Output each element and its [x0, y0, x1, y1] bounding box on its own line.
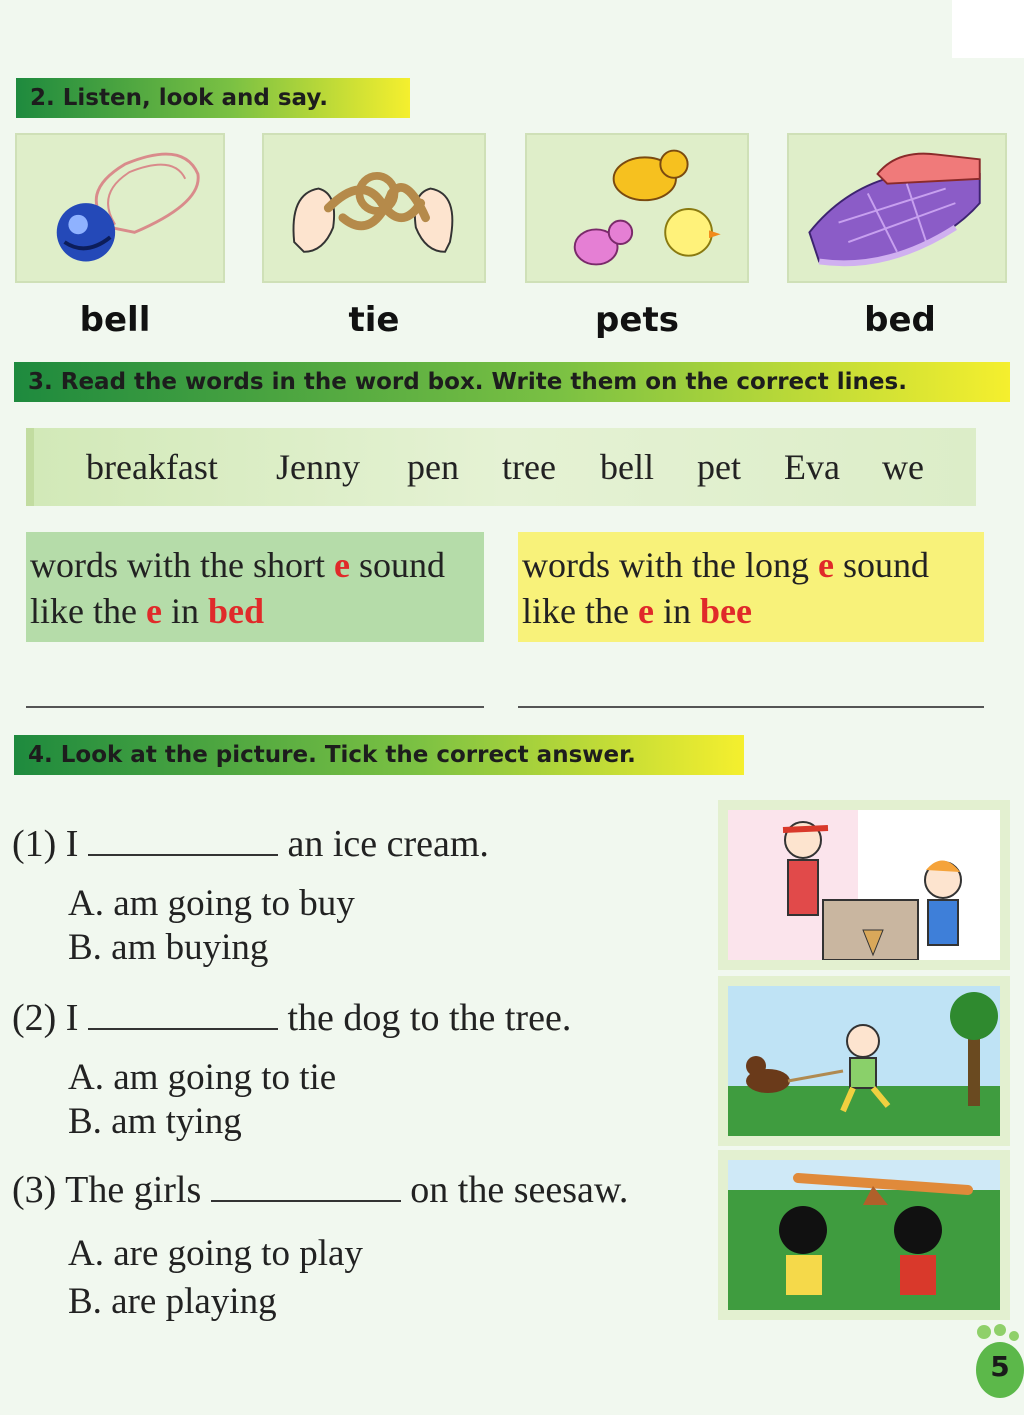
long-box-text: in	[653, 591, 700, 631]
word-box-item: bell	[600, 447, 654, 487]
boy-dog-tree-icon	[728, 986, 1000, 1136]
word-box-item: pet	[697, 447, 741, 487]
section4-banner: 4. Look at the picture. Tick the correct answer.	[14, 735, 744, 775]
bell-picture	[15, 133, 225, 283]
bell-icon	[17, 135, 223, 281]
ice-cream-scene	[718, 800, 1010, 970]
short-box-letter: e	[145, 591, 162, 631]
short-box-example: bed	[207, 591, 264, 631]
word-pets: pets	[595, 300, 679, 340]
word-tie: tie	[348, 300, 400, 340]
question-1	[12, 822, 489, 866]
section2-banner: 2. Listen, look and say.	[16, 78, 410, 118]
short-e-answer-line[interactable]	[26, 706, 484, 708]
word-box-item: tree	[502, 447, 556, 487]
tie-picture	[262, 133, 486, 283]
question-3	[12, 1168, 628, 1212]
pets-picture	[525, 133, 749, 283]
bed-icon	[789, 135, 1005, 281]
question-number: (1) I	[12, 823, 79, 865]
long-e-answer-line[interactable]	[518, 706, 984, 708]
answer-blank[interactable]	[88, 824, 278, 856]
dog-tree-scene	[718, 976, 1010, 1146]
option-b[interactable]: B. are playing	[68, 1281, 277, 1322]
short-box-text: words with the short	[30, 545, 334, 585]
page-number: 5	[990, 1350, 1010, 1383]
bed-picture	[787, 133, 1007, 283]
word-box	[26, 428, 976, 506]
word-box-item: we	[882, 447, 924, 487]
long-box-letter: e	[637, 591, 654, 631]
girls-seesaw-icon	[728, 1160, 1000, 1310]
short-e-box	[26, 532, 484, 642]
question-text: an ice cream.	[287, 823, 489, 865]
word-bed: bed	[864, 300, 936, 340]
long-box-text: words with the long	[522, 545, 818, 585]
answer-blank[interactable]	[211, 1170, 401, 1202]
question-text: on the seesaw.	[410, 1169, 629, 1211]
long-box-text: like the	[522, 591, 638, 631]
tie-knot-icon	[264, 135, 484, 281]
seesaw-scene	[718, 1150, 1010, 1320]
option-a[interactable]: A. am going to buy	[68, 883, 355, 924]
option-b[interactable]: B. am buying	[68, 927, 269, 968]
answer-blank[interactable]	[88, 998, 278, 1030]
short-box-letter: e	[333, 545, 350, 585]
question-2	[12, 996, 571, 1040]
pets-icon	[527, 135, 747, 281]
word-box-item: Eva	[784, 447, 840, 487]
question-number: (2) I	[12, 997, 79, 1039]
short-box-text: sound	[349, 545, 445, 585]
short-box-text: in	[161, 591, 208, 631]
option-a[interactable]: A. am going to tie	[68, 1057, 337, 1098]
section3-banner: 3. Read the words in the word box. Write them on the correct lines.	[14, 362, 1010, 402]
short-box-text: like the	[30, 591, 146, 631]
ice-cream-shop-icon	[728, 810, 1000, 960]
word-bell: bell	[79, 300, 151, 340]
long-box-letter: e	[817, 545, 834, 585]
long-e-box	[518, 532, 984, 642]
question-text: the dog to the tree.	[287, 997, 572, 1039]
option-b[interactable]: B. am tying	[68, 1101, 242, 1142]
word-box-item: Jenny	[276, 447, 360, 487]
question-number: (3) The girls	[12, 1169, 202, 1211]
corner-patch	[952, 0, 1024, 58]
word-box-item: breakfast	[86, 447, 218, 487]
long-box-text: sound	[833, 545, 929, 585]
word-box-item: pen	[407, 447, 459, 487]
option-a[interactable]: A. are going to play	[68, 1233, 363, 1274]
long-box-example: bee	[699, 591, 752, 631]
